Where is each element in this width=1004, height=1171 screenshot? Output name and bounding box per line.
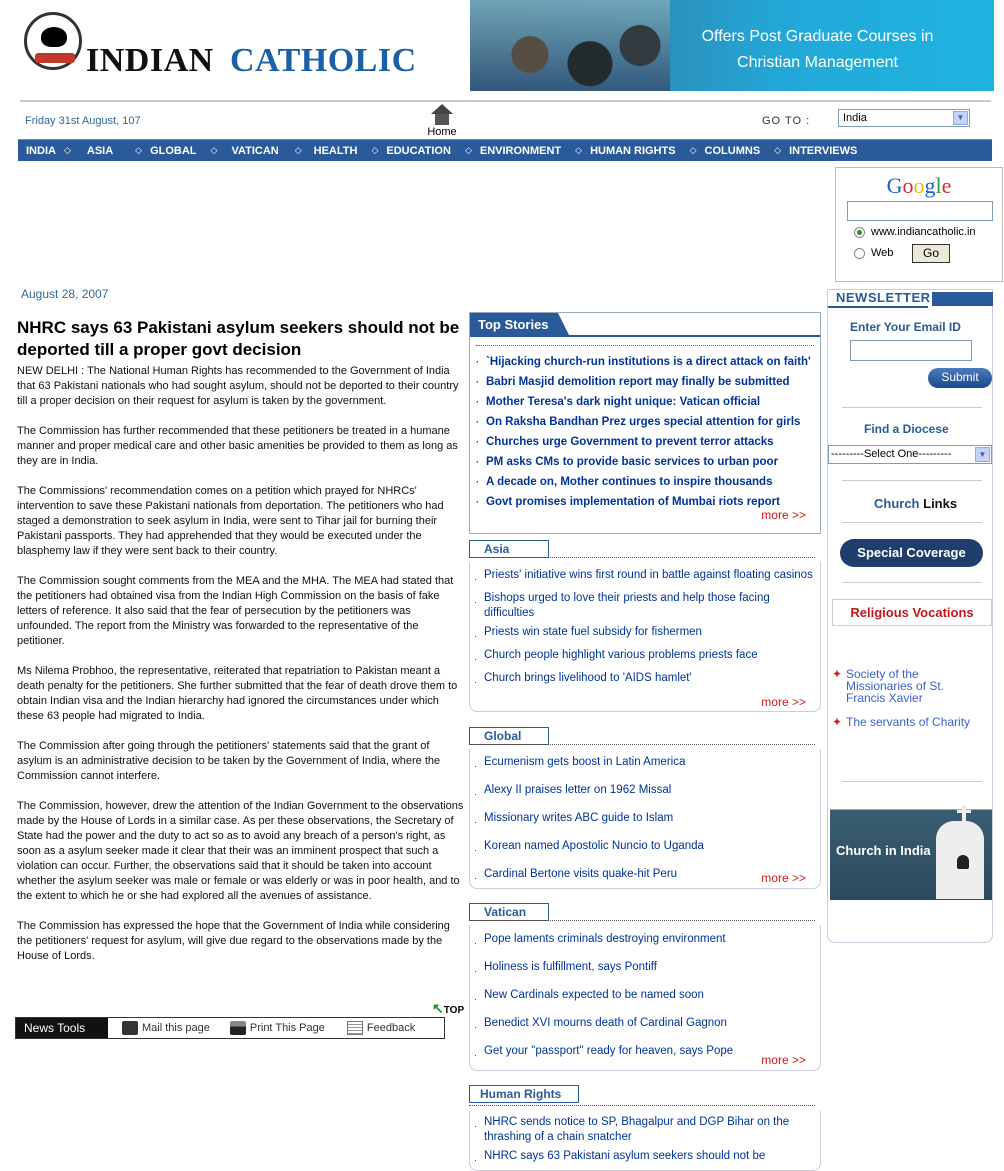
list-item[interactable]: · Cardinal Bertone visits quake-hit Peru: [474, 868, 678, 883]
nav-education[interactable]: EDUCATION: [386, 144, 451, 157]
top-stories-list: [476, 345, 814, 512]
list-item[interactable]: · Priests win state fuel subsidy for fishermen: [474, 626, 702, 641]
vatican-more-link[interactable]: more >>: [761, 1053, 806, 1067]
divider: [842, 407, 982, 408]
feedback-link[interactable]: [347, 1021, 415, 1035]
list-item[interactable]: · Holiness is fulfillment, says Pontiff: [474, 961, 657, 976]
header-divider: [20, 100, 991, 102]
email-field[interactable]: [850, 340, 972, 361]
nav-separator-icon: ◇: [575, 145, 583, 155]
dove-emblem-icon: [24, 12, 82, 70]
list-item[interactable]: · NHRC sends notice to SP, Bhagalpur and DGP Bihar on the thrashing of a chain snatcher: [474, 1116, 790, 1143]
list-item[interactable]: · Babri Masjid demolition report may finally be submitted: [476, 376, 790, 388]
nav-india[interactable]: INDIA: [26, 144, 56, 157]
article-paragraph: The Commissions' recommendation comes on a petition which prayed for NHRCs' intervention to save these Pakistani nationals from deportation. The petitioners who had staged a demonstration to seek asylum in India, were sent to Tihar jail for burning their Pakistani passports. They had apprehended that they would be executed under the blasphemy law if they were sent back to their country.: [17, 485, 444, 557]
human-rights-section: [469, 1085, 821, 1165]
list-item[interactable]: · Pope laments criminals destroying environment: [474, 933, 726, 948]
diocese-select-value: ---------Select One---------: [831, 448, 952, 460]
church-links[interactable]: [874, 496, 957, 511]
vatican-title[interactable]: Vatican: [469, 903, 549, 921]
search-web-option[interactable]: [854, 247, 893, 259]
article-paragraph: The Commission sought comments from the MEA and the MHA. The MEA had stated that the petitioners had obtained visa from the Indian High Commission on the basis of fake letters of reference. It also said that the fear of persecution by the petitioners was unfounded. The report from the Ministry was forwarded to the representative of the petitioner.: [17, 575, 454, 647]
google-search-input[interactable]: [847, 201, 993, 221]
goto-select-value: India: [843, 112, 867, 124]
chevron-down-icon[interactable]: ▼: [975, 447, 990, 462]
global-title[interactable]: Global: [469, 727, 549, 745]
top-stories-more-link[interactable]: more >>: [761, 508, 806, 522]
email-label: Enter Your Email ID: [850, 320, 961, 334]
nav-global[interactable]: GLOBAL: [150, 144, 197, 157]
human-rights-panel: [469, 1111, 821, 1171]
newsletter-title: NEWSLETTER: [828, 290, 928, 308]
article-paragraph: The Commission, however, drew the attention of the Indian Government to the observations made by the House of Lords in a similar case. As per these observations, the Secretary of State had the power and the duty to act so as to avoid any breach of a person's right, as soon as a asylum seeker made it clear that their was an imminent prospect that such a violation can occur. Further, the observations said that it should be taken into account whether the asylum seeker was male or female or was elderly or was in poor health, and to the extent to which he or she had explored all the avenues of assistance.: [17, 800, 464, 902]
search-site-option[interactable]: [854, 226, 976, 238]
nav-environment[interactable]: ENVIRONMENT: [479, 144, 562, 157]
article-date: August 28, 2007: [21, 287, 109, 301]
banner-text: Offers Post Graduate Courses in Christian Management: [701, 28, 934, 71]
submit-button[interactable]: Submit: [928, 368, 992, 388]
header-bar: [932, 292, 993, 306]
nav-separator-icon: ◇: [774, 145, 782, 155]
nav-asia[interactable]: ASIA: [86, 144, 114, 157]
radio-icon[interactable]: [854, 248, 865, 259]
top-label: TOP: [443, 1005, 465, 1016]
vatican-panel: [469, 925, 821, 1071]
top-stories-header: [470, 313, 820, 337]
google-search-box: [835, 167, 1003, 282]
nav-health[interactable]: HEALTH: [313, 144, 358, 157]
mail-page-link[interactable]: [122, 1021, 210, 1035]
list-item[interactable]: · New Cardinals expected to be named soon: [474, 989, 704, 1004]
article-paragraph: The Commission has expressed the hope that the Government of India while considering the petitioners' request for asylum, will give due regard to the observations made by the House of Lords.: [17, 920, 450, 962]
article-paragraph: The Commission has further recommended that these petitioners be treated in a humane manner and proper medical care and other basic amenities be provided to them as long as they are in India.: [17, 425, 458, 467]
church-links-word-2: Links: [923, 496, 958, 511]
section-divider: [469, 920, 815, 921]
vocation-link[interactable]: ✦ Society of the Missionaries of St. Francis Xavier: [832, 667, 945, 705]
list-item[interactable]: · Alexy II praises letter on 1962 Missal: [474, 784, 672, 799]
up-arrow-icon: ↖: [432, 1000, 444, 1016]
divider: [842, 781, 982, 782]
asia-title[interactable]: Asia: [469, 540, 549, 558]
list-item[interactable]: · On Raksha Bandhan Prez urges special attention for girls: [476, 416, 801, 428]
list-item[interactable]: · Korean named Apostolic Nuncio to Uganda: [474, 840, 704, 855]
home-link[interactable]: [424, 104, 460, 138]
list-item[interactable]: · NHRC says 63 Pakistani asylum seekers should not be: [474, 1150, 766, 1165]
goto-label: GO TO :: [762, 115, 811, 127]
church-in-india-banner[interactable]: [830, 797, 992, 900]
news-tools-label: News Tools: [16, 1018, 108, 1038]
list-item[interactable]: · `Hijacking church-run institutions is a direct attack on faith': [476, 356, 811, 368]
news-tools-bar: [15, 1017, 445, 1039]
list-item[interactable]: · A decade on, Mother continues to inspire thousands: [476, 476, 773, 488]
divider: [842, 522, 982, 523]
list-item[interactable]: · Get your "passport" ready for heaven, says Pope: [474, 1045, 734, 1060]
global-panel: [469, 749, 821, 889]
google-logo: Google: [886, 173, 952, 198]
list-item[interactable]: · Bishops urged to love their priests and help those facing difficulties: [474, 592, 770, 619]
list-item[interactable]: · Churches urge Government to prevent terror attacks: [476, 436, 774, 448]
star-icon: ✦: [832, 715, 843, 729]
list-item[interactable]: · Govt promises implementation of Mumbai riots report: [476, 496, 780, 508]
global-more-link[interactable]: more >>: [761, 871, 806, 885]
main-nav: [18, 139, 992, 161]
nav-separator-icon: ◇: [63, 145, 71, 155]
list-item[interactable]: · Mother Teresa's dark night unique: Vatican official: [476, 396, 761, 408]
print-page-label: Print This Page: [249, 1022, 325, 1034]
diocese-label: Find a Diocese: [864, 422, 949, 436]
global-section: [469, 727, 821, 892]
home-icon: [431, 104, 453, 126]
church-in-india-label: Church in India: [836, 843, 931, 858]
article-body: [17, 364, 467, 979]
section-divider: [469, 557, 815, 558]
nav-interviews[interactable]: INTERVIEWS: [789, 144, 858, 157]
diocese-select[interactable]: [828, 445, 992, 464]
article-paragraph: Ms Nilema Probhoo, the representative, reiterated that repatriation to Pakistan meant a death penalty for the petitioners. She further submitted that the fear of death drove them to obtain Indian visa and the Indian hierarchy had ignored the circumstances under which these 63 people had migrated to India.: [17, 665, 458, 722]
ad-banner[interactable]: [470, 0, 994, 91]
go-button[interactable]: Go: [912, 244, 950, 263]
religious-vocations-header[interactable]: Religious Vocations: [832, 599, 992, 626]
top-stories-title: Top Stories: [470, 313, 558, 335]
search-site-label: www.indiancatholic.in: [871, 226, 976, 238]
asia-more-link[interactable]: more >>: [761, 695, 806, 709]
chevron-down-icon[interactable]: ▼: [953, 111, 968, 125]
list-item[interactable]: · Church people highlight various problems priests face: [474, 649, 758, 664]
logo-text-indian: INDIAN: [86, 42, 214, 79]
feedback-label: Feedback: [366, 1022, 416, 1034]
nav-human-rights[interactable]: HUMAN RIGHTS: [590, 144, 676, 157]
nav-separator-icon: ◇: [294, 145, 302, 155]
human-rights-title[interactable]: Human Rights: [469, 1085, 579, 1103]
section-divider: [469, 1105, 815, 1106]
list-item[interactable]: · Ecumenism gets boost in Latin America: [474, 756, 686, 771]
cross-icon: [962, 805, 966, 823]
back-to-top-link[interactable]: [432, 1000, 464, 1017]
list-item[interactable]: · Benedict XVI mourns death of Cardinal Gagnon: [474, 1017, 727, 1032]
mail-icon: [122, 1021, 138, 1035]
vatican-section: [469, 903, 821, 1073]
nav-separator-icon: ◇: [210, 145, 218, 155]
asia-section: [469, 540, 821, 715]
church-links-word-1: Church: [874, 496, 920, 511]
nav-separator-icon: ◇: [689, 145, 697, 155]
nav-separator-icon: ◇: [464, 145, 472, 155]
right-sidebar: [827, 289, 993, 943]
radio-selected-icon[interactable]: [854, 227, 865, 238]
search-web-label: Web: [871, 247, 894, 259]
vocation-link[interactable]: ✦ The servants of Charity: [832, 715, 971, 729]
section-divider: [469, 744, 815, 745]
newsletter-header: [828, 290, 993, 308]
bell-icon: [957, 855, 969, 869]
list-item[interactable]: · Missionary writes ABC guide to Islam: [474, 812, 674, 827]
nav-columns[interactable]: COLUMNS: [704, 144, 761, 157]
divider: [842, 480, 982, 481]
mail-page-label: Mail this page: [142, 1022, 210, 1034]
article-paragraph: The Commission after going through the petitioners' statements said that the grant of asylum is an administrative decision to be taken by the Government of India, where the Commission cannot interfere.: [17, 740, 441, 782]
nav-separator-icon: ◇: [135, 145, 143, 155]
article-title: NHRC says 63 Pakistani asylum seekers should not be deported till a proper govt decision: [17, 318, 460, 359]
nav-vatican[interactable]: VATICAN: [231, 144, 279, 157]
list-item[interactable]: · PM asks CMs to provide basic services to urban poor: [476, 456, 779, 468]
divider: [842, 582, 982, 583]
top-stories-box: [469, 312, 821, 534]
list-item[interactable]: · Priests' initiative wins first round in battle against floating casinos: [474, 569, 813, 584]
logo-text-catholic: CATHOLIC: [230, 42, 417, 79]
current-date: Friday 31st August, 107: [25, 115, 141, 127]
list-item[interactable]: · Church brings livelihood to 'AIDS hamlet': [474, 672, 692, 687]
nav-separator-icon: ◇: [371, 145, 379, 155]
goto-select[interactable]: [838, 109, 970, 127]
home-label: Home: [427, 126, 457, 138]
print-page-link[interactable]: [230, 1021, 325, 1035]
document-icon: [347, 1021, 363, 1035]
special-coverage-button[interactable]: Special Coverage: [840, 539, 983, 567]
asia-panel: [469, 562, 821, 712]
star-icon: ✦: [832, 667, 843, 681]
article-paragraph: NEW DELHI : The National Human Rights has recommended to the Government of India that 63 Pakistani nationals who had sought asylum, should not be deported to their country till a proper decision on their request for asylum is taken by the government.: [17, 365, 459, 407]
site-logo[interactable]: [22, 10, 422, 80]
printer-icon: [230, 1021, 246, 1035]
graduates-image: [470, 0, 670, 91]
